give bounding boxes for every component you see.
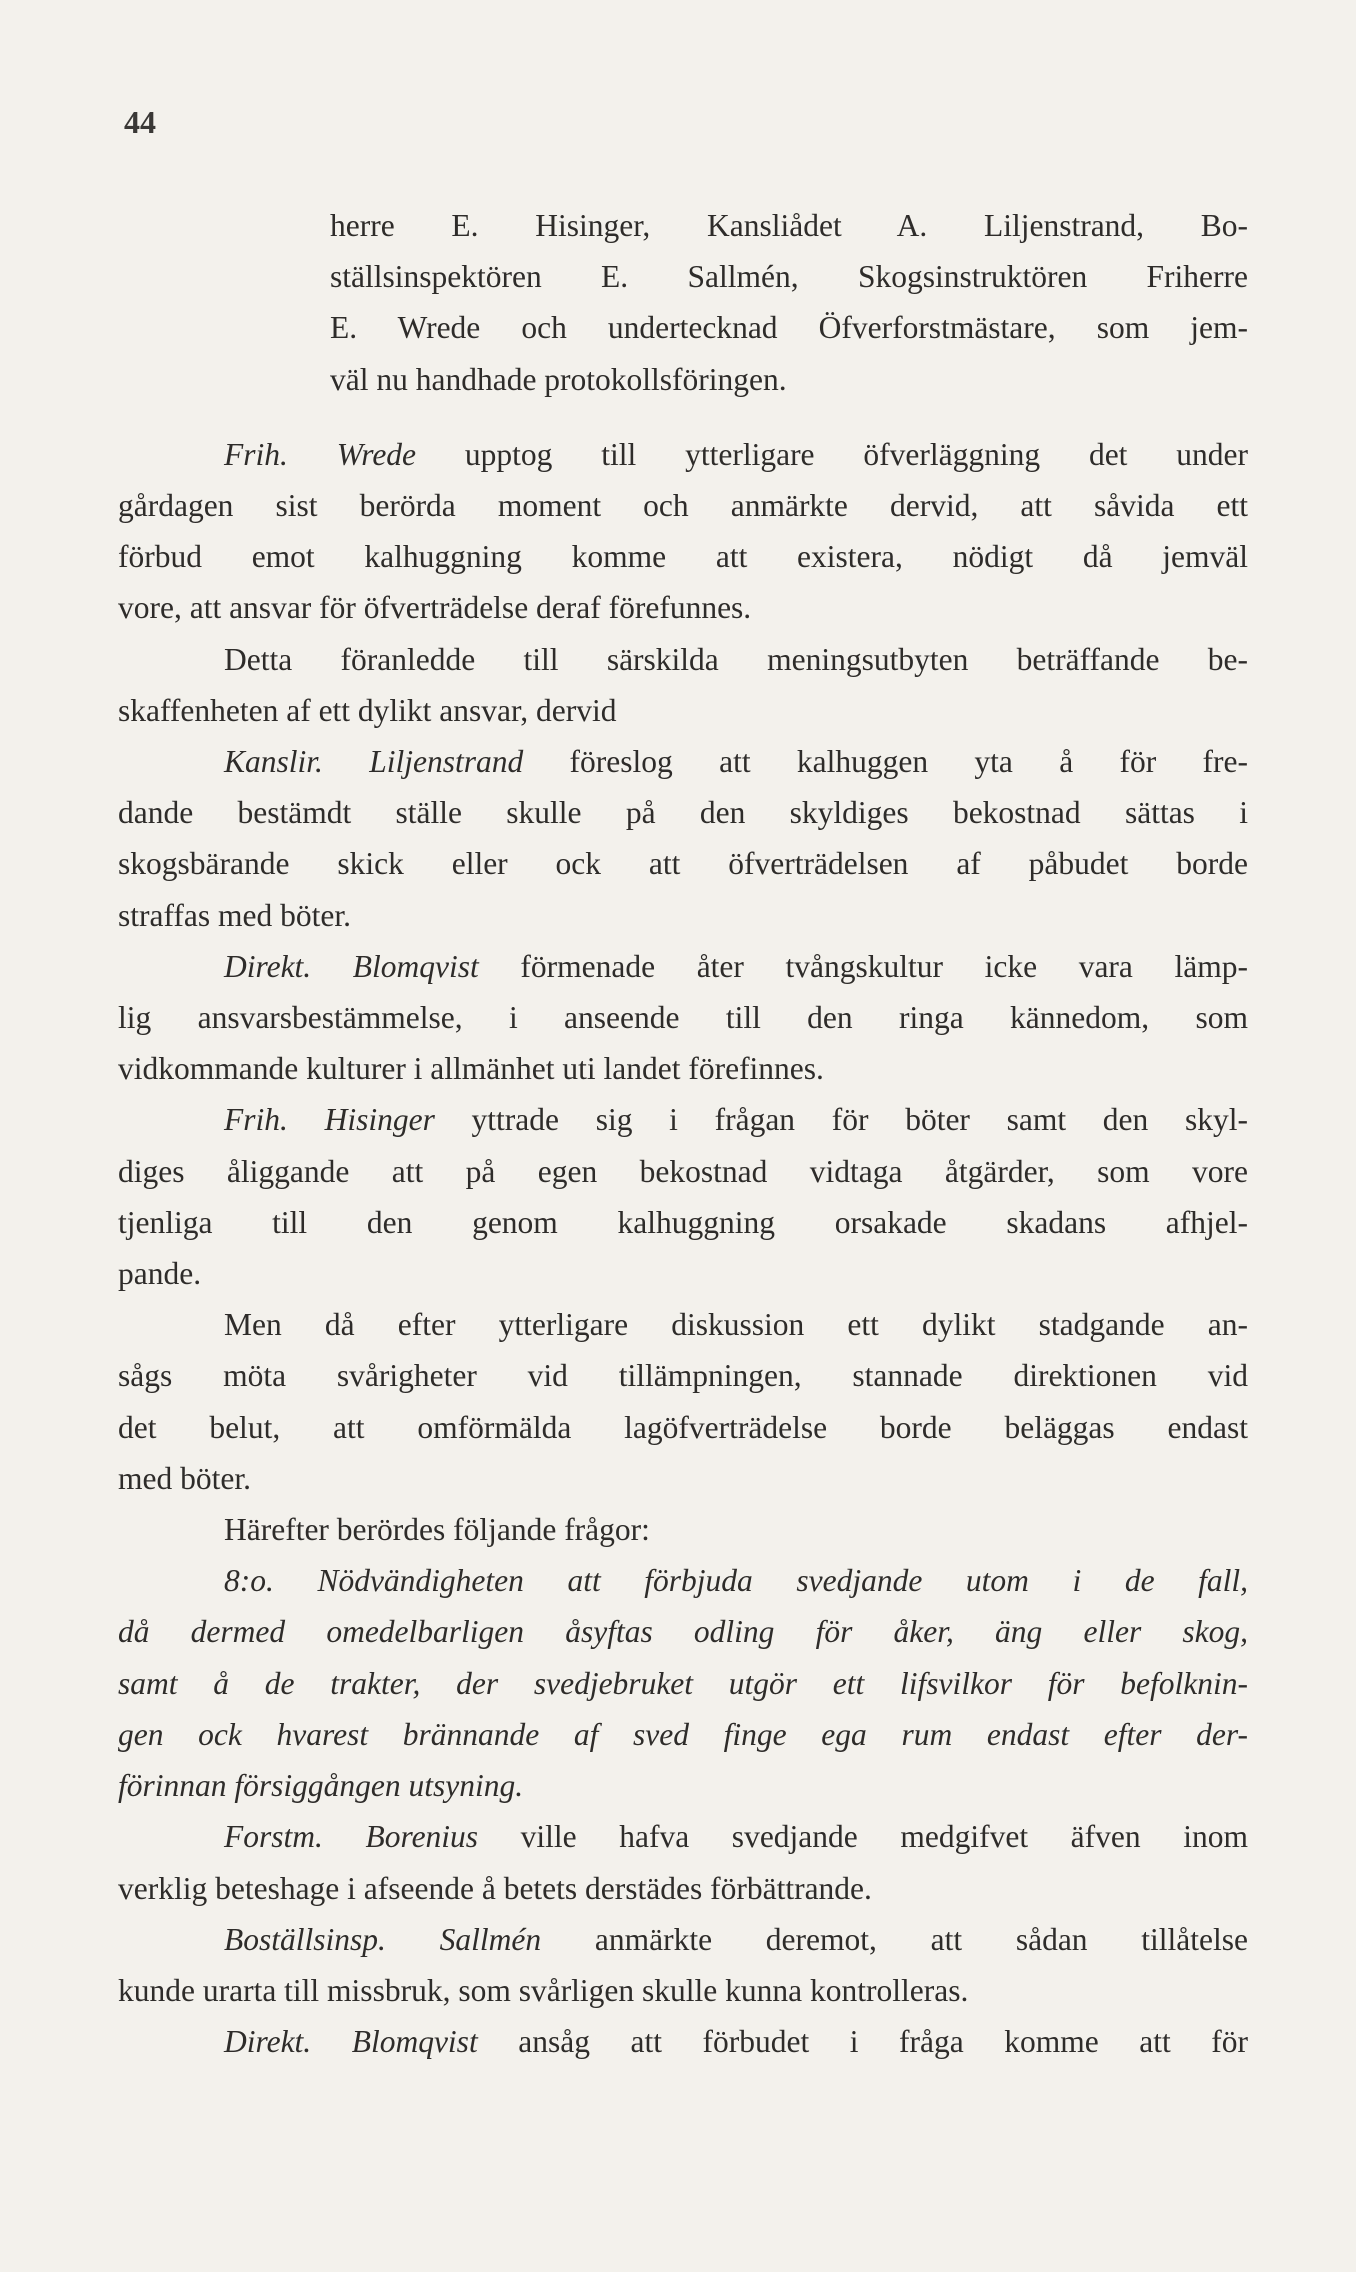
text-line	[118, 429, 1248, 480]
line-text: upptog till ytterligare öfverläggning det under	[416, 436, 1249, 472]
text-line: straffas med böter.	[118, 897, 351, 933]
text-line: sågs möta svårigheter vid tillämpningen, stannade direktionen vid	[118, 1358, 1248, 1394]
speaker-name: Direkt. Blomqvist	[224, 2024, 478, 2060]
speaker-name: Frih. Wrede	[224, 436, 417, 472]
speaker-name: Boställsinsp. Sallmén	[224, 1921, 542, 1957]
text-line: med böter.	[118, 1460, 251, 1496]
text-line: 8:o. Nödvändigheten att förbjuda svedjande utom i de fall,	[224, 1563, 1248, 1599]
text-line: skogsbärande skick eller ock att öfverträdelsen af påbudet borde	[118, 846, 1248, 882]
text-line: Men då efter ytterligare diskussion ett dylikt stadgande an-	[224, 1307, 1248, 1343]
text-line	[118, 941, 1248, 992]
line-text: yttrade sig i frågan för böter samt den skyl-	[434, 1102, 1248, 1138]
text-line: verklig beteshage i afseende å betets derstädes förbättrande.	[118, 1870, 872, 1906]
paragraph-gap	[118, 405, 1248, 429]
text-line: lig ansvarsbestämmelse, i anseende till den ringa kännedom, som	[118, 1000, 1248, 1036]
text-line: ställsinspektören E. Sallmén, Skogsinstruktören Friherre	[330, 259, 1248, 295]
text-line: E. Wrede och undertecknad Öfverforstmästare, som jem-	[330, 310, 1248, 346]
line-text: ansåg att förbudet i fråga komme att för	[477, 2024, 1248, 2060]
text-line: gårdagen sist berörda moment och anmärkte dervid, att såvida ett	[118, 488, 1248, 524]
speaker-name: Kanslir. Liljenstrand	[224, 744, 524, 780]
text-line: Detta föranledde till särskilda meningsutbyten beträffande be-	[224, 641, 1248, 677]
text-line: samt å de trakter, der svedjebruket utgör ett lifsvilkor för befolknin-	[118, 1665, 1248, 1701]
page-number: 44	[124, 104, 156, 140]
text-line: dande bestämdt ställe skulle på den skyldiges bekostnad sättas i	[118, 795, 1248, 831]
text-line: vore, att ansvar för öfverträdelse deraf förefunnes.	[118, 590, 752, 626]
text-line: förinnan försiggången utsyning.	[118, 1768, 524, 1804]
text-line: herre E. Hisinger, Kansliådet A. Liljenstrand, Bo-	[330, 208, 1248, 243]
text-line: tjenliga till den genom kalhuggning orsakade skadans afhjel-	[118, 1204, 1248, 1240]
speaker-name: Frih. Hisinger	[224, 1102, 435, 1138]
text-line: diges åliggande att på egen bekostnad vidtaga åtgärder, som vore	[118, 1153, 1248, 1189]
text-line: då dermed omedelbarligen åsyftas odling för åker, äng eller skog,	[118, 1614, 1248, 1650]
text-line: skaffenheten af ett dylikt ansvar, dervid	[118, 692, 617, 728]
line-text: anmärkte deremot, att sådan tillåtelse	[541, 1921, 1248, 1957]
text-line: förbud emot kalhuggning komme att existera, nödigt då jemväl	[118, 539, 1248, 575]
speaker-name: Direkt. Blomqvist	[224, 948, 479, 984]
line-text: ville hafva svedjande medgifvet äfven inom	[478, 1819, 1248, 1855]
text-line: gen ock hvarest brännande af sved finge ega rum endast efter der-	[118, 1716, 1248, 1752]
body-text	[118, 200, 1248, 2067]
line-text: föreslog att kalhuggen yta å för fre-	[523, 744, 1248, 780]
speaker-name: Forstm. Borenius	[224, 1819, 479, 1855]
text-line: vidkommande kulturer i allmänhet uti landet förefinnes.	[118, 1051, 824, 1087]
text-line: väl nu handhade protokollsföringen.	[330, 361, 787, 397]
text-line	[118, 1914, 1248, 1965]
text-line	[118, 736, 1248, 787]
line-text: förmenade åter tvångskultur icke vara lämp-	[478, 948, 1248, 984]
text-line: det belut, att omförmälda lagöfverträdelse borde beläggas endast	[118, 1409, 1248, 1445]
text-line	[118, 2016, 1248, 2067]
text-line: kunde urarta till missbruk, som svårligen skulle kunna kontrolleras.	[118, 1972, 969, 2008]
text-line	[118, 1094, 1248, 1145]
text-line	[118, 1811, 1248, 1862]
text-line: Härefter berördes följande frågor:	[224, 1512, 650, 1548]
text-line: pande.	[118, 1256, 202, 1292]
